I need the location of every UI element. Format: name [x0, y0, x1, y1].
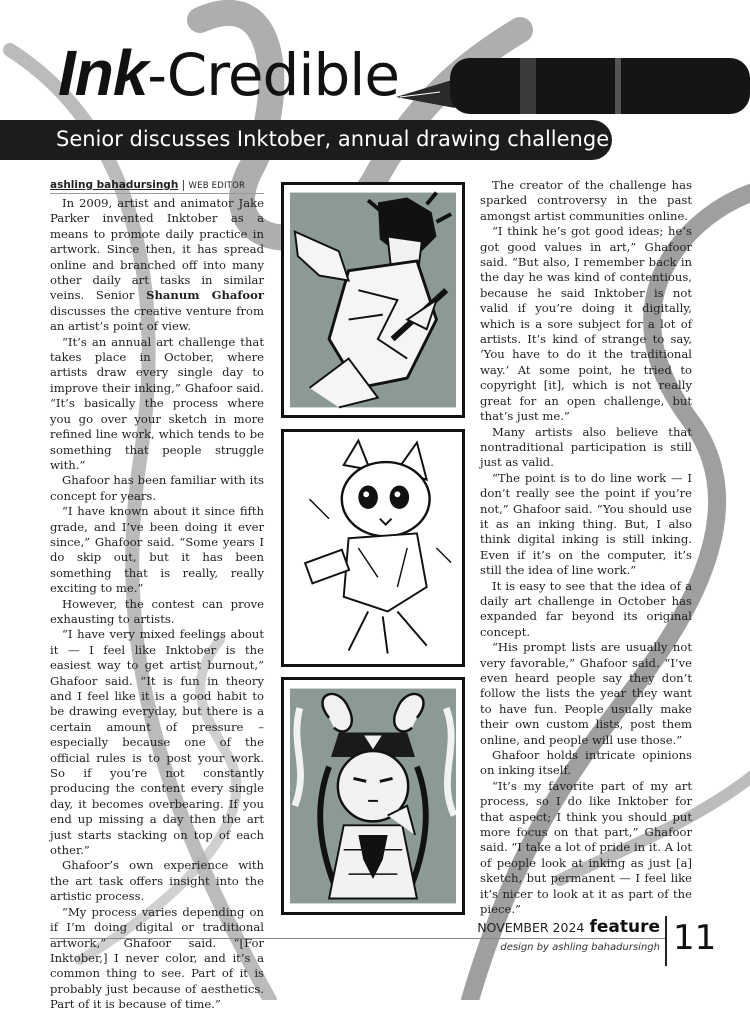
- footer-rule: [50, 938, 666, 939]
- paragraph: “It’s an annual art challenge that takes place in October, where artists draw every single day to improve their inking,” Ghafoor said. “It’s basically the process where you go over your sketch in more refined line work, which tends to be something that people struggle with.”: [50, 334, 264, 472]
- paragraph: Ghafoor’s own experience with the art task offers insight into the artistic process.: [50, 858, 264, 904]
- paragraph: “I have known about it since fifth grade, and I’ve been doing it ever since,” Ghafoor said. “Some years I do skip out, but it has been something that is really, really exciting to me.”: [50, 504, 264, 596]
- subtitle: Senior discusses Inktober, annual drawing challenge: [56, 127, 610, 151]
- artwork-panel-character-pen: [281, 182, 465, 418]
- headline-dash: -: [147, 43, 167, 108]
- footer-folio: [477, 917, 660, 937]
- paragraph: Ghafoor holds intricate opinions on inking itself.: [480, 748, 692, 778]
- paragraph: It is easy to see that the idea of a daily art challenge in October has expanded far beyond its original concept.: [480, 578, 692, 639]
- paragraph: “The point is to do line work — I don’t really see the point if you’re not,” Ghafoor said. “You should use it as an inking thing. But, I also think digital inking is still inking. Even if it’s on the computer, it’s still the idea of line work.”: [480, 470, 692, 578]
- footer-month: NOVEMBER 2024: [477, 920, 585, 935]
- subtitle-bar: [0, 120, 612, 160]
- left-column: [50, 178, 264, 1013]
- paragraph: “I think he’s got good ideas; he’s got good values in art,” Ghafoor said. “But also, I remember back in the day he was kind of contentious, because he said Inktober is not valid if you’re doing it digitally, which is a sore subject for a lot of artists. It’s kind of strange to say, ‘You have to do it the traditional way.’ At some point, he tried to copyright [it], which is not really great for an open challenge, but that’s just me.”: [480, 224, 692, 424]
- headline: [58, 36, 399, 110]
- byline-role: WEB EDITOR: [188, 181, 246, 191]
- byline-author: ashling bahadursingh: [50, 179, 179, 191]
- paragraph: “It’s my favorite part of my art process, so I do like Inktober for that aspect; I think you should put more focus on that part,” Ghafoor said. “I take a lot of pride in it. A lot of people look at inking as just [a] sketch, but permanent — I feel like it’s nicer to look at it as part of the piece.”: [480, 778, 692, 917]
- paragraph: “My process varies depending on if I’m doing digital or traditional artwork,” Ghafoor said. “[For Inktober,] I never color, and it’s a common thing to see. Part of it is probably just because of aesthetics. Part of it is because of time.”: [50, 904, 264, 1012]
- paragraph: “His prompt lists are usually not very favorable,” Ghafoor said. “I’ve even heard people say they don’t follow the lists the year they want to have fun. People usually make their own custom lists, post them online, and people will use those.”: [480, 640, 692, 747]
- artwork-panel-fox-character: [281, 429, 465, 667]
- footer-section: feature: [589, 917, 660, 937]
- artwork-panel-horned-figure: [281, 677, 465, 915]
- ink-illustration-2: [290, 438, 456, 658]
- paragraph: In 2009, artist and animator Jake Parker invented Inktober as a means to promote daily practice in artwork. Since then, it has spread online and branched off into many other daily art tasks in similar veins. Senior Shanum Ghafoor discusses the creative venture from an artist’s point of view.: [50, 196, 264, 334]
- headline-bold: Ink: [58, 37, 148, 109]
- paragraph: “I have very mixed feelings about it — I feel like Inktober is the easiest way to get artist burnout,” Ghafoor said. “It is fun in theory and I feel like it is a good habit to be drawing everyday, but there is a certain amount of pressure – especially because one of the official rules is to post your work. So if you’re not constantly producing the content every single day, it becomes overbearing. If you end up missing a day then the art just starts stacking on top of each other.”: [50, 627, 264, 858]
- headline-rest: Credible: [166, 41, 400, 109]
- paragraph: The creator of the challenge has sparked controversy in the past amongst artist communities online.: [480, 178, 692, 223]
- byline: [50, 178, 264, 194]
- paragraph: Many artists also believe that nontraditional participation is still just as valid.: [480, 424, 692, 470]
- design-credit: design by ashling bahadursingh: [500, 942, 660, 953]
- paragraph: Ghafoor has been familiar with its concept for years.: [50, 473, 264, 503]
- page-number: 11: [673, 918, 717, 958]
- byline-separator: |: [181, 179, 186, 191]
- paragraph: However, the contest can prove exhausting to artists.: [50, 596, 264, 626]
- ink-illustration-3: [290, 686, 456, 906]
- right-column: [480, 178, 692, 918]
- ink-illustration-1: [290, 191, 456, 409]
- footer-divider: [665, 916, 667, 966]
